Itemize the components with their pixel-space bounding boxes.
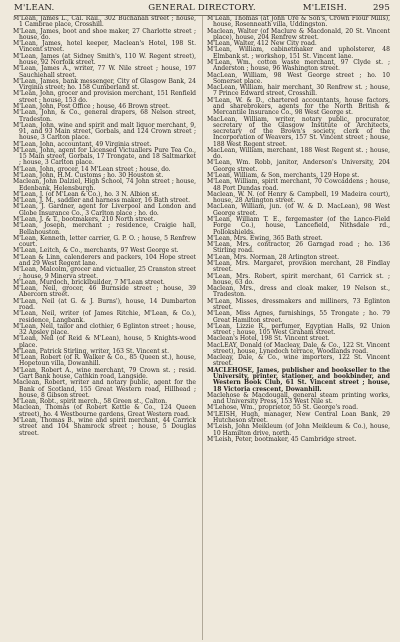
- directory-entry: MACLEHOSE, James, publisher and bookseller to the University, printer, stationer, and bookbinder, and Western Book Club, 61 St. Vincent street ; house, 18 Victoria crescent, Dowanhill.: [207, 366, 390, 393]
- directory-entry: M'Lean, John, accountant, 49 Virginia street.: [13, 140, 152, 148]
- directory-entry: M'Lean, Robert A., wine merchant, 79 Crown st. ; resid. Gart Bank house, Cathkin road, Langside.: [13, 366, 196, 381]
- directory-entry: M'Lean, Neil, grocer, 46 Burnside street ; house, 39 Abercorn street.: [13, 285, 196, 299]
- columns: [13, 16, 390, 640]
- directory-entry: M'Lean, Mrs. Ewing, 365 Bath street.: [207, 234, 323, 242]
- directory-entry: M'Lean, Robt., spirit merch., 58 Green st., Calton.: [13, 398, 168, 406]
- right-column: [202, 16, 390, 640]
- header-right: [303, 3, 390, 13]
- directory-entry: M'Lean, John, Post Office ; house, 46 Brown street.: [13, 102, 170, 110]
- directory-entry: MacLean, William, 98 West George street ; ho. 10 Somerset place.: [207, 71, 390, 85]
- directory-entry: M'Lean, Neil, writer (of James Ritchie, M'Lean, & Co.), residence, Langbank.: [13, 310, 196, 324]
- directory-entry: MacLean, William, merchant, 188 West Regent st. ; house, do.: [207, 146, 390, 161]
- directory-entry: Maclean, W. N. (of Henry & Campbell, 19 Madeira court), house, 28 Arlington street.: [207, 190, 390, 205]
- directory-entry: M'Lean, Mrs. Norman, 28 Arlington street.: [207, 253, 340, 261]
- directory-entry: MacLean, William, jun. (of W. & D. MacLean), 98 West George street.: [207, 203, 390, 217]
- directory-entry: M'Lean, J. Gardner, agent for Liverpool and London and Globe Insurance Co., 3 Carlton place ; ho. do.: [13, 203, 196, 217]
- directory-entry: M'Lean, Robert (of R. Walker & Co., 85 Queen st.), house, Hopetoun villa, Dowanhill.: [13, 354, 196, 368]
- directory-entry: M'Lean, Thomas B., wine and spirit merchant, 44 Carrick street and 104 Shamrock street ; house, 5 Douglas street.: [13, 417, 196, 437]
- directory-entry: M'Lean, Leitch, & Co., merchants, 97 West George st.: [13, 247, 179, 255]
- directory-entry: M'Lean, William, cabinetmaker and upholsterer, 48 Elmbank st. ; workshop, 151 St. Vincent lane.: [207, 46, 390, 60]
- directory-entry: MacLean, William, writer, notary public, procurator, secretary of the Glasgow Institute of Architects, secretary of the Brown's society, clerk of the Incorporation of Weavers, 157 St. Vincent street ; house, 188 West Regent street.: [207, 115, 390, 148]
- directory-entry: M'Lean, John, & Co., general drapers, 68 Nelson street, Tradeston.: [13, 109, 196, 123]
- directory-entry: M'Lean, John, grocer, 14 M'Lean street ; house, do.: [13, 165, 171, 173]
- directory-entry: Maclean, Mrs., dress and cloak maker, 19 Nelson st., Tradeston.: [207, 285, 390, 299]
- directory-entry: M'Lean, Mrs. Margaret, provision merchant, 28 Findlay street.: [207, 259, 390, 274]
- directory-entry: M'Lean, Neil, tailor and clothier, 6 Eglinton street ; house, 32 Apsley place.: [13, 322, 196, 337]
- directory-entry: M'Lean, James (at Sidney Smith's, 110 W. Regent street), house, 92 Norfolk street.: [13, 52, 196, 66]
- directory-entry: MacLEAY, Donald (of Macleay, Dale, & Co., 122 St. Vincent street), house, Lynedoch terrace, Woodlands road.: [207, 341, 390, 355]
- directory-entry: M'Leish, Peter, bootmaker, 45 Cambridge street.: [207, 435, 357, 443]
- directory-entry: M'Lean, James, hotel keeper, Maclean's Hotel, 198 St. Vincent street.: [13, 40, 196, 54]
- directory-entry: M'Lean, Mrs. Robert, spirit merchant, 61 Carrick st. ; house, 63 do.: [207, 272, 390, 286]
- directory-entry: Maclehose & Macdougall, general steam printing works, and University Press, 153 West Nile st.: [207, 391, 390, 406]
- directory-entry: M'Lean, Malcolm, grocer and victualler, 25 Cranston street ; house, 9 Minerva street.: [13, 266, 196, 280]
- directory-entry: M'Lean, Murdoch, bricklbuilder, 7 M'Lean street.: [13, 278, 165, 286]
- directory-entry: M'Lean, Misses, dressmakers and milliners, 73 Eglinton street.: [207, 297, 390, 311]
- directory-entry: M'Lehose, Wm., proprietor, 55 St. George's road.: [207, 404, 359, 412]
- directory-entry: M'Lean, John, grocer and provision merchant, 151 Renfield street ; house, 153 do.: [13, 90, 196, 104]
- directory-entry: M'Lean, J. & T., bootmakers, 210 North street.: [13, 216, 156, 223]
- directory-entry: Macleay, Dale, & Co., wine importers, 122 St. Vincent street.: [207, 354, 390, 368]
- header-left-guide-word: M'LEAN.: [14, 3, 55, 13]
- directory-entry: M'Lean, John, H.M. Customs ; ho. 30 Houston st.: [13, 172, 164, 180]
- directory-entry: Maclean's Hotel, 198 St. Vincent street.: [207, 335, 330, 343]
- header-right-guide-word: M'LEISH.: [302, 3, 347, 13]
- directory-entry: M'Lean, Walter, 412 New City road.: [207, 40, 317, 48]
- left-column: [13, 16, 196, 640]
- directory-entry: M'Lean, Kenneth, letter carrier, G. P. O. ; house, 5 Renfrew court.: [13, 234, 196, 249]
- directory-entry: M'Lean, Wm., cotton waste merchant, 97 Clyde st. ; Anderston ; house, 96 Washington street.: [207, 58, 390, 73]
- directory-entry: M'Lean, John, agent for Licensed Victuallers Pure Tea Co., 15 Main street, Gorbals, 17 Trongate, and 18 Saltmarket ; house, 3 Carlton place.: [13, 146, 196, 167]
- page-number: 295: [372, 3, 390, 13]
- page-header: [14, 3, 390, 15]
- directory-entry: M'Lean, William, spirit merchant, 70 Cowcaddens ; house, 48 Port Dundas road.: [207, 178, 390, 192]
- directory-entry: M'Lean, William, & Son, merchants, 129 Hope st.: [207, 172, 360, 180]
- directory-entry: M'Lean, J. (of M'Lean & Co.), ho. 3 N. Albion st.: [13, 190, 160, 198]
- directory-entry: M'Lean, Lizzie R., perfumer, Egyptian Halls, 92 Union street ; house, 105 West Graham street.: [207, 322, 390, 337]
- directory-entry: M'Lean, Neil (of Reid & M'Lean), house, 5 Knights-wood place.: [13, 335, 196, 349]
- directory-entry: Maclean, Thomas (of Robert Kettle & Co., 124 Queen street), ho. 4 Westbourne gardens, Great Western road.: [13, 404, 196, 418]
- directory-entry: M'Lean, James A., writer, 77 W. Nile street ; house, 197 Sauchiehall street.: [13, 65, 196, 79]
- directory-entry: M'Lean, William T. E., fergemaster (of the Lanco-Field Forge Co.), house, Lancefield, Nithsdale rd., Pollokshields.: [207, 216, 390, 236]
- directory-entry: M'Lean, Joseph, merchant ; residence, Craigie hall, Bellahouston.: [13, 222, 196, 236]
- directory-entry: MacLean, William, hair merchant, 30 Renfrew st. ; house, 7 Prince Edward street, Crosshill.: [207, 84, 390, 98]
- directory-entry: M'Lean, John, wine and spirit and malt liquor merchant, 9, 91, and 93 Main street, Gorbals, and 124 Crown street ; house, 3 Carlton place.: [13, 121, 196, 142]
- directory-entry: M'Lean, Miss Agnes, furnishings, 55 Trongate ; ho. 79 Great Hamilton street.: [207, 310, 390, 324]
- directory-entry: M'Lean, J. M., saddler and harness maker, 16 Bath street.: [13, 197, 191, 205]
- directory-entry: M'Lean, Patrick Stirling, writer, 163 St. Vincent st.: [13, 347, 170, 355]
- directory-entry: M'Lean, James L., Cal. Rail., 302 Buchanan street ; house, 1 Cambrae place, Crosshill.: [13, 16, 196, 29]
- directory-entry: M'Lean, Neil (at G. & J. Burns'), house, 14 Dumbarton road.: [13, 297, 196, 311]
- directory-entry: M'Leish, John Meikleum (of John Meikleum & Co.), house, 10 Hamilton drive, north.: [207, 423, 390, 437]
- directory-entry: Maclean, Walter (of Maclure & Macdonald, 20 St. Vincent place), house, 204 Renfrew street.: [207, 27, 390, 41]
- directory-entry: M'Lean, W. & D., chartered accountants, house factors, and sharebrokers, agents for the North British & Mercantile Insurance Co., 98 West George st.: [207, 96, 390, 117]
- header-title: GENERAL DIRECTORY.: [148, 3, 256, 13]
- directory-entry: M'Lean, Mrs., contractor, 26 Garngad road ; ho. 136 Stirling road.: [207, 241, 390, 255]
- directory-entry: M'Lean & Linn, calenderers and packers, 104 Hope street and 29 West Regent lane.: [13, 253, 196, 267]
- directory-entry: M'Lean, James, boot and shoe maker, 27 Charlotte street ; house, do.: [13, 27, 196, 41]
- directory-entry: M'Lean, Thomas (at John Ure & Son's, Crown Flour Mills), house, Rosenneath villa, Uddingston.: [207, 16, 390, 29]
- directory-entry: M'Lean, Wm. Robb, janitor, Anderson's University, 204 George street.: [207, 159, 390, 173]
- directory-entry: M'LEISH, Hugh, manager, New Central Loan Bank, 29 Hutcheson street.: [207, 410, 390, 424]
- directory-entry: Maclean, John Dalziel, High School, 74 John street ; house, Edenbank, Helensburgh.: [13, 178, 196, 192]
- directory-entry: M'Lean, James, bank messenger, City of Glasgow Bank, 24 Virginia street; ho. 158 Cumberland st.: [13, 77, 196, 92]
- directory-entry: Maclean, Robert, writer and notary public, agent for the Bank of Scotland, 155 Great Western road, Hillhead ; house, 8 Gibson street.: [13, 379, 196, 399]
